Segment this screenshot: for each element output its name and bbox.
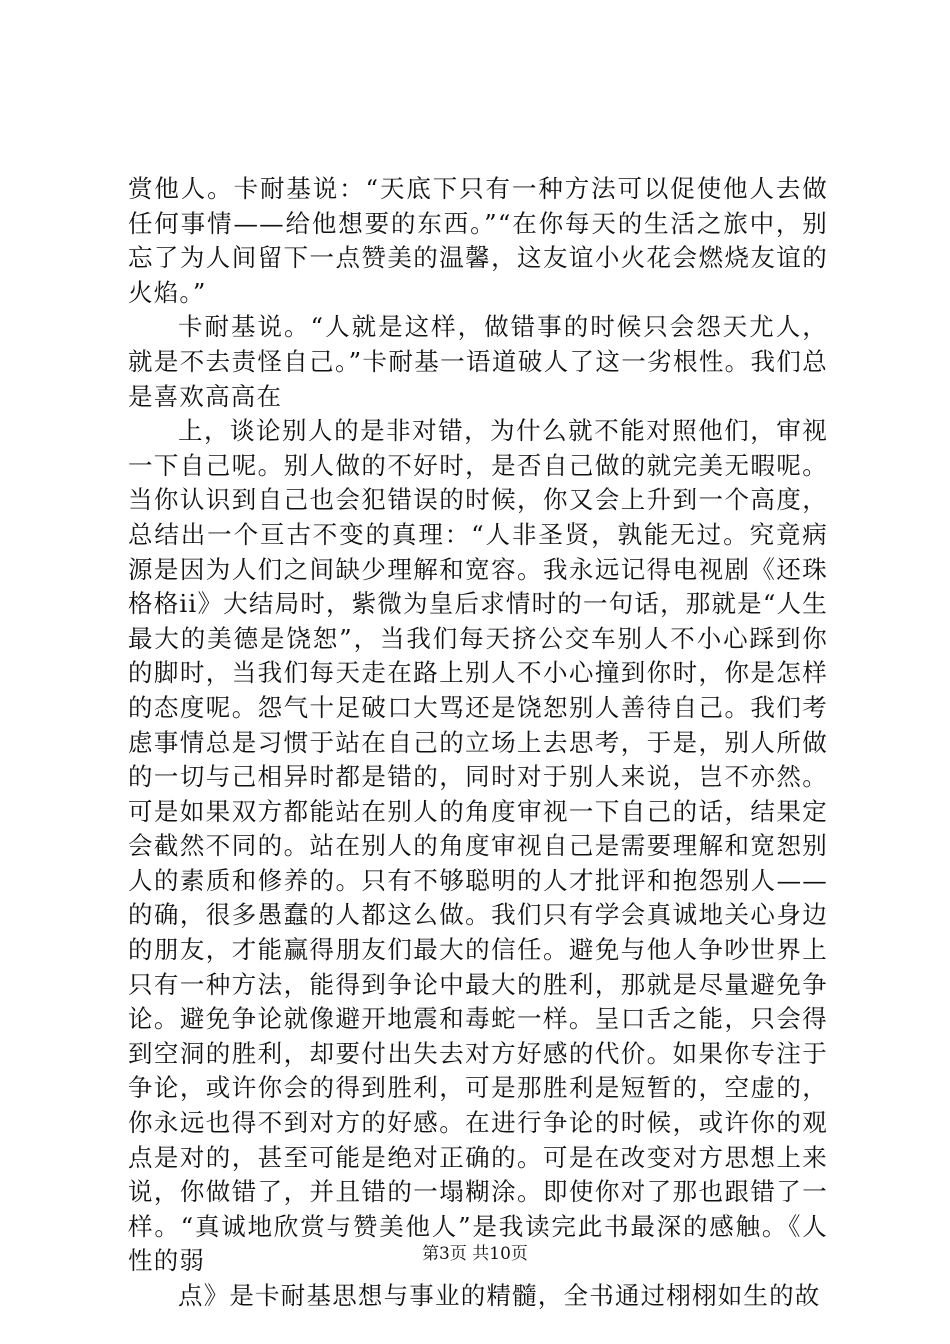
paragraph-1: 赏他人。卡耐基说：“天底下只有一种方法可以促使他人去做任何事情——给他想要的东西。”“在你每天的生活之旅中，别忘了为人间留下一点赞美的温馨，这友谊小火花会燃烧友谊的火焰。” [128,174,828,307]
page-footer [0,1244,950,1264]
paragraph-4: 点》是卡耐基思想与事业的精髓，全书通过栩栩如生的故 [178,1281,821,1310]
paragraph-2: 卡耐基说。“人就是这样，做错事的时候只会怨天尤人，就是不去责怪自己。”卡耐基一语道破人了这一劣根性。我们总是喜欢高高在 [128,312,828,411]
paragraph-3: 上，谈论别人的是非对错，为什么就不能对照他们，审视一下自己呢。别人做的不好时，是否自己做的就完美无暇呢。当你认识到自己也会犯错误的时候，你又会上升到一个高度，总结出一个亘古不变的真理：“人非圣贤，孰能无过。究竟病源是因为人们之间缺少理解和宽容。我永远记得电视剧《还珠格格ii》大结局时，紫微为皇后求情时的一句话，那就是“人生最大的美德是饶恕”，当我们每天挤公交车别人不小心踩到你的脚时，当我们每天走在路上别人不小心撞到你时，你是怎样的态度呢。怨气十足破口大骂还是饶恕别人善待自己。我们考虑事情总是习惯于站在自己的立场上去思考，于是，别人所做的一切与己相异时都是错的，同时对于别人来说，岂不亦然。可是如果双方都能站在别人的角度审视一下自己的话，结果定会截然不同的。站在别人的角度审视自己是需要理解和宽恕别人的素质和修养的。只有不够聪明的人才批评和抱怨别人——的确，很多愚蠢的人都这么做。我们只有学会真诚地关心身边的朋友，才能赢得朋友们最大的信任。避免与他人争吵世界上只有一种方法，能得到争论中最大的胜利，那就是尽量避免争论。避免争论就像避开地震和毒蛇一样。呈口舌之能，只会得到空洞的胜利，却要付出失去对方好感的代价。如果你专注于争论，或许你会的得到胜利，可是那胜利是短暂的，空虚的，你永远也得不到对方的好感。在进行争论的时候，或许你的观点是对的，甚至可能是绝对正确的。可是在改变对方思想上来说，你做错了，并且错的一塌糊涂。即使你对了那也跟错了一样。“真诚地欣赏与赞美他人”是我读完此书最深的感触。《人性的弱 [128,416,828,1276]
page-number: 第3页 共10页 [422,1244,528,1264]
body-text [128,172,828,1314]
